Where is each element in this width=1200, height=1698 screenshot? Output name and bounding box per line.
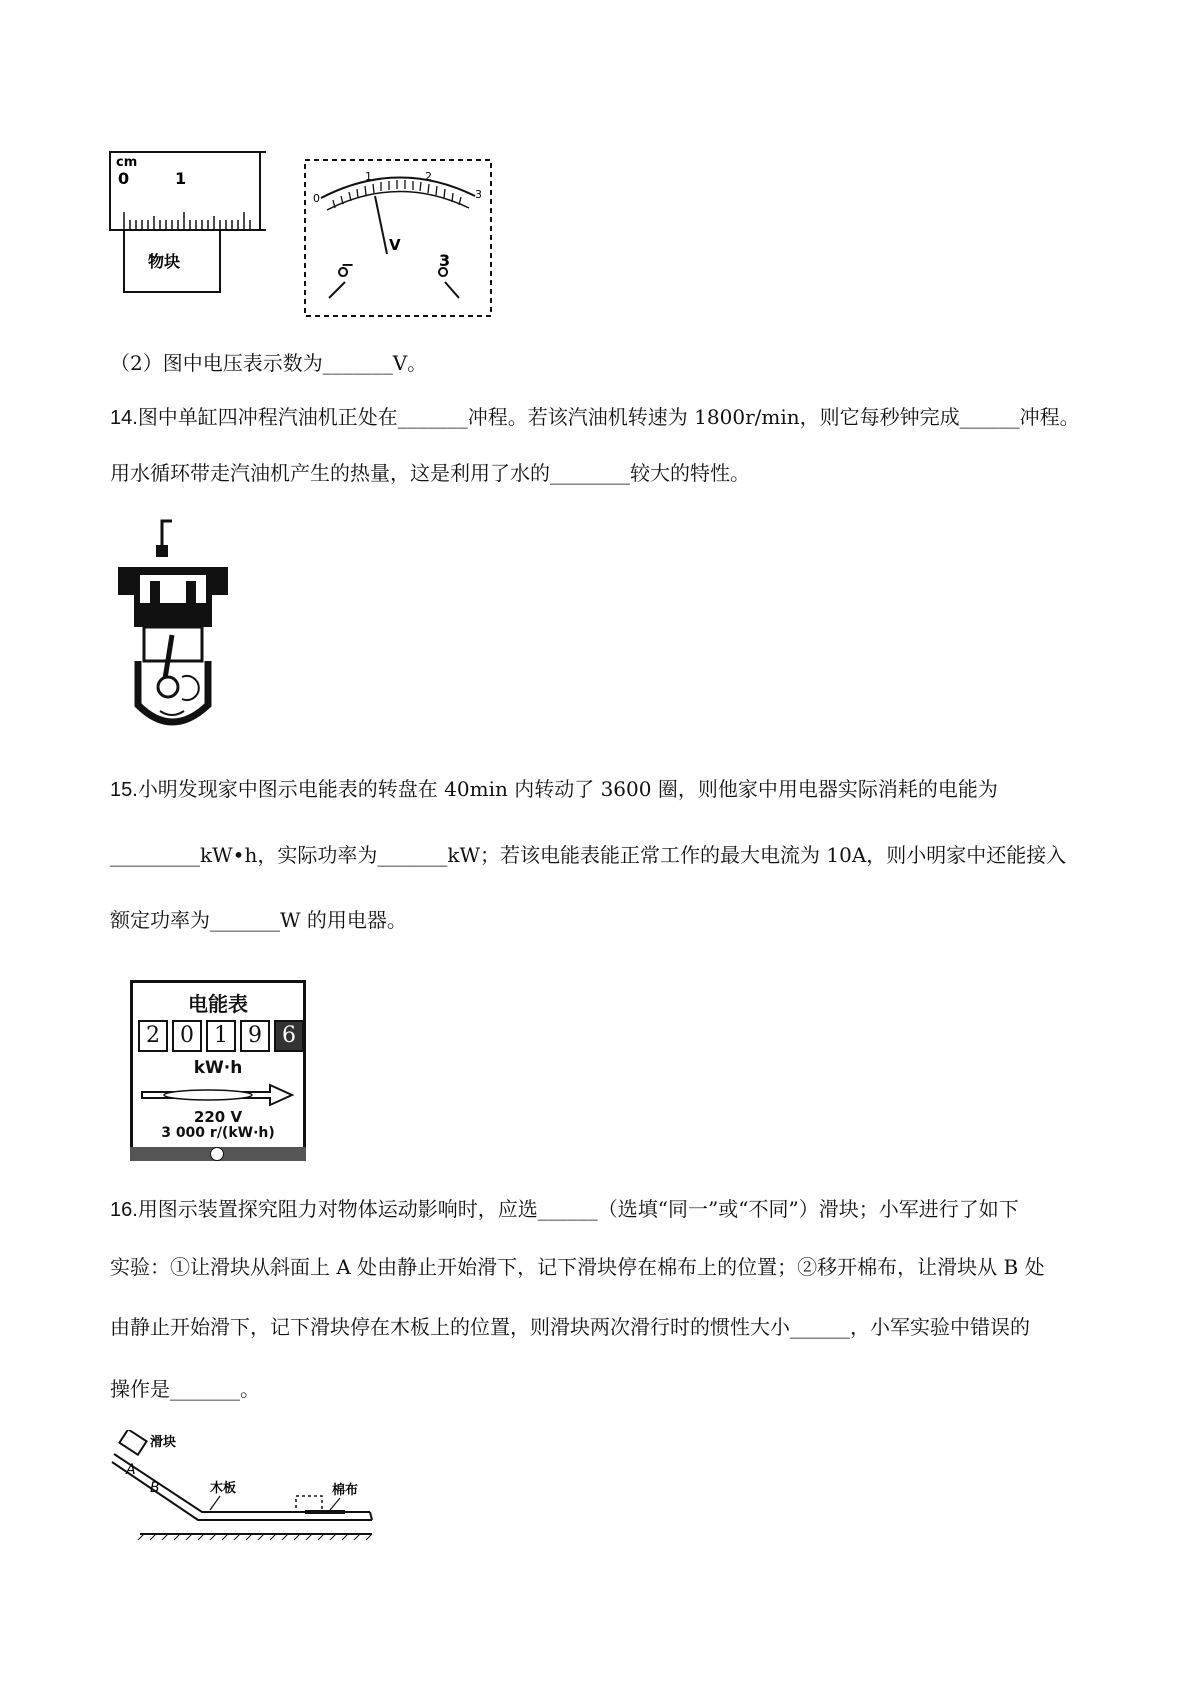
ruler-tick-1: 1 xyxy=(175,169,187,188)
voltmeter-scale-0: 0 xyxy=(313,192,320,205)
q16-line1 xyxy=(110,1195,1019,1224)
meter-unit: kW·h xyxy=(193,1058,243,1078)
q16-line2: 实验：①让滑块从斜面上 A 处由静止开始滑下，记下滑块停在棉布上的位置；②移开棉布，让滑块从 B 处 xyxy=(110,1255,1045,1279)
q14-line1 xyxy=(110,403,1080,432)
voltmeter-unit: V xyxy=(389,236,401,254)
meter-voltage: 220 V xyxy=(193,1108,243,1126)
label-board: 木板 xyxy=(210,1481,237,1496)
meter-title: 电能表 xyxy=(188,992,248,1016)
block-label: 物块 xyxy=(148,252,181,271)
meter-rating: 3 000 r/(kW·h) xyxy=(161,1125,275,1141)
label-a: A xyxy=(126,1462,136,1478)
voltmeter-scale-2: 2 xyxy=(425,170,432,183)
incline-diagram xyxy=(110,1430,380,1542)
q14-line1-text: 图中单缸四冲程汽油机正处在_______冲程。若该汽油机转速为 1800r/min，则它每秒钟完成______冲程。 xyxy=(137,405,1080,429)
q15-line1-text: 小明发现家中图示电能表的转盘在 40min 内转动了 3600 圈，则他家中用电器实际消耗的电能为 xyxy=(137,777,998,801)
meter-digit: 1 xyxy=(206,1020,236,1052)
terminal-3-label: 3 xyxy=(439,251,451,270)
q15-line1 xyxy=(110,775,998,804)
q16-line1-text: 用图示装置探究阻力对物体运动影响时，应选______（选填“同一”或“不同”）滑块；小军进行了如下 xyxy=(137,1197,1019,1221)
voltmeter-scale-1: 1 xyxy=(365,170,372,183)
voltmeter-scale-3: 3 xyxy=(475,188,482,201)
q14-number: 14. xyxy=(110,407,138,429)
ruler-ticks xyxy=(124,212,250,230)
engine-figure xyxy=(108,515,238,740)
q15-number: 15. xyxy=(110,779,138,801)
ruler-tick-0: 0 xyxy=(118,169,130,188)
terminal-3 xyxy=(439,268,459,298)
q15-line2: _________kW•h，实际功率为_______kW；若该电能表能正常工作的最大电流为 10A，则小明家中还能接入 xyxy=(110,843,1067,867)
q16-line3: 由静止开始滑下，记下滑块停在木板上的位置，则滑块两次滑行时的惯性大小______，小军实验中错误的 xyxy=(110,1315,1030,1339)
label-cloth: 棉布 xyxy=(332,1483,359,1498)
energy-meter xyxy=(130,980,304,1163)
meter-arrow xyxy=(138,1082,298,1108)
q14-line2: 用水循环带走汽油机产生的热量，这是利用了水的________较大的特性。 xyxy=(110,461,750,485)
ruler-figure xyxy=(108,150,268,296)
q15-line3: 额定功率为_______W 的用电器。 xyxy=(110,908,407,932)
q16-number: 16. xyxy=(110,1199,138,1221)
terminal-minus-label: − xyxy=(341,255,355,274)
meter-digit: 2 xyxy=(138,1020,168,1052)
label-b: B xyxy=(150,1480,160,1496)
meter-digits xyxy=(138,1020,304,1052)
cloth-dashed-box xyxy=(296,1496,322,1512)
meter-screw xyxy=(210,1147,224,1161)
q16-line4: 操作是_______。 xyxy=(110,1377,260,1401)
ruler-unit: cm xyxy=(116,155,138,170)
q13-part2-text: （2）图中电压表示数为_______V。 xyxy=(110,351,428,375)
voltmeter-needle xyxy=(375,196,387,254)
label-block: 滑块 xyxy=(150,1435,177,1450)
meter-digit: 0 xyxy=(172,1020,202,1052)
voltmeter-figure xyxy=(303,158,495,320)
meter-digit: 9 xyxy=(240,1020,270,1052)
slider-block xyxy=(119,1430,146,1455)
meter-digit-decimal: 6 xyxy=(274,1020,304,1052)
